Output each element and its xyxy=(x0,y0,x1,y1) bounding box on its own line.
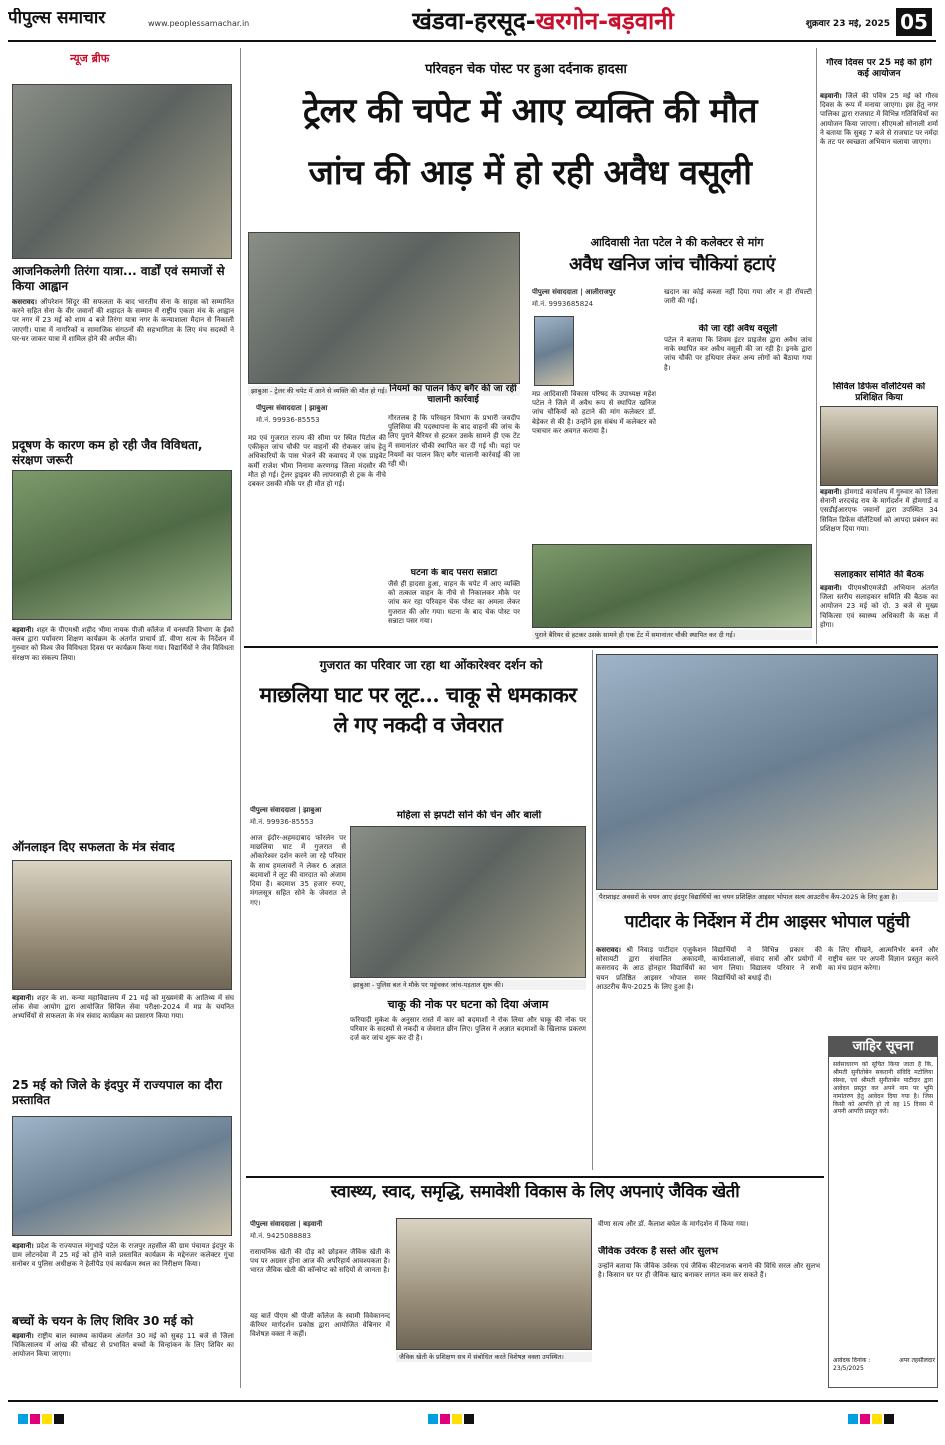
brief-headline-1: आजनिकलेगी तिरंगा यात्रा... वार्डों एवं समाजों से किया आह्वान xyxy=(12,264,225,293)
farming-top-rule xyxy=(246,1176,824,1178)
sidebar-place-3: बड़वानी। xyxy=(820,584,842,592)
lead-text-1: मप्र एवं गुजरात राज्य की सीमा पर स्थित पिटोल की एकीकृत जांच चौकी पर वाहनों की रोककर जांच हेतु अधिकारियों के पास भेजने की कवायद में एक प्राइवेट कर्मी राजेश भीमा निनामा करणगढ़ जिला मंदसौर की मौत हो गई। ट्रेलर ड्राइवर की लापरवाही से ट्रक के नीचे दबकर उसकी मौके पर ही मौत हो गई। xyxy=(248,434,386,489)
lead-text-2: गौरतलब है कि परिवहन विभाग के प्रभारी जवदीप पुलिसिया की पदस्थापना के बाद वाहनों की जांच के लिए पुराने बैरियर से हटकर उसके सामने ही एक टेंट में समानांतर चौकी स्थापित कर दी गई थी। यहां पर नियमों का पालन किए बगैर चालानी कार्रवाई की जा रही थी। xyxy=(388,414,520,469)
brief-body-5: राष्ट्रीय बाल स्वास्थ्य कार्यक्रम अंतर्गत 30 मई को सुबह 11 बजे से जिला चिकित्सालय में आंख की चौखट से प्रभावित बच्चों के चिन्हांकन के लिए शिविर का आयोजन किया जाएगा। xyxy=(12,1332,234,1359)
mining-text-3: पटेल ने बताया कि शिवम इंटर प्राइजेस द्वारा अवैध जांच नाके स्थापित कर अवैध वसूली की जा रही है। इनके द्वारा जांच चौकी पर हथियार लेकर अन्य लोगों को बैठाया गया है। xyxy=(664,336,812,372)
bottom-rule xyxy=(8,1400,938,1402)
edition-title xyxy=(328,6,758,36)
sidebar-headline-2: सिविल डिफेंस वॉलेंटियर्स को प्रशिक्षित किया xyxy=(832,382,926,404)
print-strip xyxy=(8,1400,938,1440)
notice-footer-right: अपर तहसीलदार xyxy=(899,1357,935,1364)
sidebar-text-3 xyxy=(820,584,938,640)
edition-title-red: खरगोन-बड़वानी xyxy=(535,7,674,35)
mining-photo xyxy=(532,544,812,628)
lead-headline-1: ट्रेलर की चपेट में आए व्यक्ति की मौत xyxy=(303,91,757,131)
farming-photo-caption: जैविक खेती के प्रशिक्षण सत्र में संबोधित करते विशेषज्ञ वक्ता उपस्थित। xyxy=(396,1352,592,1362)
robbery-headline: माछलिया घाट पर लूट... चाकू से धमकाकर ले गए नकदी व जेवरात xyxy=(259,682,577,738)
page-number: 05 xyxy=(896,8,932,36)
robbery-sub-kicker: महिला से झपटी सोने की चेन और बाली xyxy=(396,810,542,821)
sidebar-text-1 xyxy=(820,92,938,372)
masthead-url[interactable]: www.peoplessamachar.in xyxy=(148,19,250,28)
sidebar-body-2: होमगार्ड कार्यालय में गुरुवार को जिला सेनानी शरदचंद्र राय के मार्गदर्शन में होमगार्ड व एसडीईआरएफ जवानों द्वारा उपस्थित 34 सिविल डिफेंस वॉलेंटियर्स को आपदा प्रबंधन का प्रशिक्षण दिया गया। xyxy=(820,488,938,533)
edition-title-black: खंडवा-हरसूद- xyxy=(412,7,536,35)
mining-byline: पीपुल्स संवाददाता | आलीराजपुर xyxy=(532,288,616,296)
news-brief-tag: न्यूज ब्रीफ xyxy=(70,52,110,65)
lead-subhead-1: नियमों का पालन किए बगैर की जा रही चालानी कार्रवाई xyxy=(389,384,517,406)
farming-text-1: रासायनिक खेती की दौड़ को छोड़कर जैविक खेती के पथ पर अग्रसर होना आज की अपरिहार्य आवश्यकता है। भारत जैविक खेती की कॉन्सेप्ट को सदियों से जानता है। xyxy=(250,1248,390,1275)
brief-text-3 xyxy=(12,994,234,1078)
cmyk-marks-right xyxy=(848,1414,928,1426)
farming-byline: पीपुल्स संवाददाता | बड़वानी xyxy=(250,1220,323,1228)
sidebar-headline-3: सलाहकार समिति की बैठक xyxy=(834,570,924,580)
masthead-rule xyxy=(8,40,936,42)
mining-story xyxy=(526,232,814,644)
brief-body-3: शहर के शा. कन्या महाविद्यालय में 21 मई को मुख्यमंत्री के आतिथ्य में संघ लोक सेवा आयोग द्वारा आयोजित सिविल सेवा परीक्षा-2024 में मप्र के चयनित अभ्यर्थियों से सफलता के मंत्र संवाद कार्यक्रम का प्रसारण किया गया। xyxy=(12,994,234,1021)
brief-body-1: ऑपरेशन सिंदूर की सफलता के बाद भारतीय सेना के साहस को सम्मानित करने सहित सेना के वीर जवानों की शहादत के सम्मान में राष्ट्रीय एकता मंच के आह्वान पर नगर में 23 मई को शाम 4 बजे तिरंगा यात्रा नगर के कन्याशाला मैदान से निकाली जाएगी। यात्रा में नागरिकों व सामाजिक संगठनों की सहभागिता के लिए मंच सदस्यों ने घर-घर जाकर यात्रा में शामिल होने की अपील की। xyxy=(12,298,234,343)
robbery-subhead: चाकू की नोक पर घटना को दिया अंजाम xyxy=(387,998,549,1011)
mining-photo-caption: पुराने बैरियर से हटकर उसके सामने ही एक टेंट में समानांतर चौकी स्थापित कर दी गई। xyxy=(532,630,812,640)
farming-text-3: वीणा सत्य और डॉ. कैलाश बघेल के मार्गदर्शन में किया गया। xyxy=(598,1220,749,1228)
sidebar-body-3: पीएमश्रीएमजेडी अभियान अंतर्गत जिला स्तरीय सलाहकार समिति की बैठक का आयोजन 23 मई को दो. 3 बजे से मुख्य चिकित्सा एवं स्वास्थ्य अधिकारी के कक्ष में होगा। xyxy=(820,584,938,629)
robbery-text-2: फरियादी मुकेश के अनुसार रास्ते में कार को बदमाशों ने रोक लिया और चाकू की नोक पर परिवार के सदस्यों से नकदी व जेवरात छीन लिए। पुलिस ने अज्ञात बदमाशों के खिलाफ प्रकरण दर्ज कर जांच शुरू कर दी है। xyxy=(350,1016,586,1043)
farming-subhead: जैविक उर्वरक है सस्ते और सुलभ xyxy=(598,1246,719,1257)
lead-story xyxy=(246,48,814,644)
lead-headline-2: जांच की आड़ में हो रही अवैध वसूली xyxy=(308,153,752,193)
farming-headline: स्वास्थ्य, स्वाद, समृद्धि, समावेशी विकास के लिए अपनाएं जैविक खेती xyxy=(330,1182,740,1202)
lead-byline: पीपुल्स संवाददाता | झाबुआ xyxy=(256,404,328,412)
brief-place-1: कसरावद। xyxy=(12,298,38,306)
brief-headline-2: प्रदूषण के कारण कम हो रही जैव विविधता, संरक्षण जरूरी xyxy=(12,438,203,467)
brief-photo-3 xyxy=(12,860,232,990)
lead-photo xyxy=(248,232,520,384)
sidebar-place-2: बड़वानी। xyxy=(820,488,842,496)
brief-headline-3: ऑनलाइन दिए सफलता के मंत्र संवाद xyxy=(12,840,175,854)
cmyk-marks-center xyxy=(428,1414,508,1426)
sidebar-body-1: जिले की पवित्र 25 मई को गौरव दिवस के रूप में मनाया जाएगा। इस हेतु नगर पालिका द्वारा राजघाट में विभिन्न गतिविधियों का आयोजन किया जाएगा। सीएमओ सोनाली शर्मा ने बताया कि सुबह 7 बजे से राजघाट पर नर्मदा के तट पर स्वच्छता अभियान चलाया जाएगा। xyxy=(820,92,938,147)
robbery-photo xyxy=(350,826,586,978)
cmyk-marks-left xyxy=(18,1414,98,1426)
sidebar-text-2 xyxy=(820,488,938,568)
brief-text-1 xyxy=(12,298,234,436)
column-divider-left xyxy=(240,48,241,1388)
column-divider-right xyxy=(816,48,817,644)
isar-photo xyxy=(596,654,938,890)
brief-place-3: बड़वानी। xyxy=(12,994,34,1002)
isar-body-1: श्री निवाड़ पाटीदार एजुकेशन सोसायटी द्वारा संचालित अकादमी, कसरावद के आठ होनहार विद्यार्थियों का चयन प्रतिष्ठित आइसर भोपाल समर आउटरीच कैंप-2025 के लिए हुआ है। xyxy=(596,946,706,991)
notice-text: सर्वसाधारण को सूचित किया जाता है कि, श्रीमती सुनीतोबेन सकरानी संविदि मटोलिया संस्था, एवं श्रीमती सुनीताबेन पाटीदार द्वारा आवेदन प्रस्तुत कर अपने नाम पर भूमि नामांतरण हेतु आवेदन दिया गया है। जिस किसी को आपत्ति हो तो वह 15 दिवस में अपनी आपत्ति प्रस्तुत करें। xyxy=(833,1061,933,1116)
robbery-byline: पीपुल्स संवाददाता | झाबुआ xyxy=(250,806,322,814)
sidebar-headline-1: गौरव दिवस पर 25 मई को होंगे कई आयोजन xyxy=(826,58,932,80)
notice-footer-left: आवेदक दिनांक : 23/5/2025 xyxy=(833,1357,871,1372)
isar-text-3: के लिए सीखने, आत्मनिर्भर बनने और राष्ट्रीय स्तर पर अपनी विज्ञान प्रस्तुत करने का मंच प्रदान करेगा। xyxy=(828,946,938,973)
brief-photo-2 xyxy=(12,470,232,620)
public-notice xyxy=(828,1036,938,1388)
lead-photo-caption: झाबुआ - ट्रेलर की चपेट में आने से व्यक्ति की मौत हो गई। xyxy=(248,386,520,396)
mid-rule xyxy=(244,646,938,648)
isar-text-2: विद्यार्थियों ने विभिन्न प्रकार की कार्यशालाओं, संवाद सत्रों और प्रयोगों में भाग लिया। विद्यालय परिवार ने सभी विद्यार्थियों को बधाई दी। xyxy=(712,946,822,982)
lead-subhead-2: घटना के बाद पसरा सन्नाटा xyxy=(410,568,498,578)
farming-photo xyxy=(396,1218,592,1350)
brief-body-2: शहर के पीएमश्री शहीद भीमा नायक पीजी कॉलेज में वनस्पति विभाग के ईको क्लब द्वारा पर्यावरण शिक्षण कार्यक्रम के अंतर्गत प्राचार्य डॉ. वीणा सत्य के निर्देशन में गुरुवार को विश्व जैव विविधता दिवस पर कार्यक्रम किया गया। विद्यार्थियों ने जैव विविधता संरक्षण का संकल्प लिया। xyxy=(12,626,234,662)
isar-headline: पाटीदार के निर्देशन में टीम आइसर भोपाल पहुंची xyxy=(624,912,910,932)
robbery-text-1: आज इंदौर-अहमदाबाद फोरलेन पर माछलिया घाट में गुजरात से ओंकारेश्वर दर्शन करने जा रहे परिवार के साथ हमलावरों ने लेकर 6 अज्ञात बदमाशों ने लूट की वारदात को अंजाम दिया है। बदमाश 35 हजार रुपए, मंगलसूत्र सहित सोने के जेवरात ले गए। xyxy=(250,834,346,907)
robbery-story xyxy=(246,650,590,1170)
mining-text-2: खदान का कोई कब्जा नहीं दिया गया और न ही रॉयल्टी जारी की गई। xyxy=(664,288,812,306)
mining-kicker: आदिवासी नेता पटेल ने की कलेक्टर से मांग xyxy=(590,236,764,249)
brief-text-4 xyxy=(12,1242,234,1312)
brief-text-2 xyxy=(12,626,234,836)
column-divider-mid xyxy=(592,650,593,1170)
mining-portrait-photo xyxy=(534,316,574,386)
isar-text-1 xyxy=(596,946,706,1136)
brief-headline-5: बच्चों के चयन के लिए शिविर 30 मई को xyxy=(12,1314,194,1328)
robbery-mobile: मो.नं. 99936-85553 xyxy=(250,818,314,826)
news-brief-column xyxy=(8,48,236,1388)
mining-text-1: मप्र आदिवासी विकास परिषद के उपाध्यक्ष महेश पटेल ने जिले में अवैध रूप से स्थापित खनिज जांच चौकियों को हटाने की मांग कलेक्टर डॉ. बेड़ेकर से की है। उन्होंने इस संबंध में कलेक्टर को पत्राचार कर अवगत कराया है। xyxy=(532,390,656,435)
notice-title: जाहिर सूचना xyxy=(829,1037,937,1057)
sidebar-place-1: बड़वानी। xyxy=(820,92,842,100)
isar-photo-caption: पैराशाइट अवसरों के चयन आए इंदपुर विद्यार्थियों का चयन प्रशिक्षित आइसर भोपाल सत्य आउटरीच कैंप-2025 के लिए हुआ है। xyxy=(596,892,938,902)
farming-text-4: उन्होंने बताया कि जैविक उर्वरक एवं जैविक कीटनाशक बनाने की विधि सरल और सुलभ है। किसान घर पर ही जैविक खाद बनाकर लागत कम कर सकते हैं। xyxy=(598,1262,820,1280)
mining-mobile: मो.नं. 9993685824 xyxy=(532,300,594,308)
brief-body-4: प्रदेश के राज्यपाल मंगुभाई पटेल के राजपुर तहसील की ग्राम पंचायत इंदपुर के ग्राम लोटनदेवा में 25 मई को होने वाले प्रस्तावित कार्यक्रम के मद्देनजर कलेक्टर गुंचा सनोबर व पुलिस अधीक्षक ने हेलीपैड एवं कार्यक्रम स्थल का निरीक्षण किया। xyxy=(12,1242,234,1269)
brief-headline-4: 25 मई को जिले के इंदपुर में राज्यपाल का दौरा प्रस्तावित xyxy=(12,1078,222,1107)
farming-text-2: यह बातें पीएम श्री पीजी कॉलेज के स्वामी विवेकानन्द कॅरियर मार्गदर्शन प्रकोष्ठ द्वारा आयोजित वेबिनार में विशेषज्ञ वक्ता ने कहीं। xyxy=(250,1312,390,1339)
robbery-photo-caption: झाबुआ - पुलिस बल ने मौके पर पहुंचकर जांच-पड़ताल शुरू की। xyxy=(350,980,586,990)
masthead-logo: पीपुल्स समाचार xyxy=(8,8,106,28)
issue-date: शुक्रवार 23 मई, 2025 xyxy=(805,19,890,29)
sidebar-photo xyxy=(820,406,938,486)
brief-place-4: बड़वानी। xyxy=(12,1242,34,1250)
brief-place-2: बड़वानी। xyxy=(12,626,34,634)
brief-place-5: बड़वानी। xyxy=(12,1332,34,1340)
robbery-kicker: गुजरात का परिवार जा रहा था ओंकारेश्वर दर्शन को xyxy=(319,658,543,672)
brief-photo-1 xyxy=(12,84,232,259)
lead-kicker: परिवहन चेक पोस्ट पर हुआ दर्दनाक हादसा xyxy=(425,62,627,77)
brief-text-5 xyxy=(12,1332,234,1384)
isar-place: कसरावद। xyxy=(596,946,622,954)
brief-photo-4 xyxy=(12,1116,232,1236)
mining-subhead: की जा रही अवैध वसूली xyxy=(698,324,778,334)
farming-story xyxy=(246,1176,824,1388)
lead-text-3: जैसे ही हादसा हुआ, वाहन के चपेट में आए व्यक्ति को तत्काल वाहन के नीचे से निकालकर मौके पर जांच कर रहा परिवहन चेक पोस्ट का अमला लेकर गुजरात की ओर गया। घटना के बाद चेक पोस्ट पर सन्नाटा पसर गया। xyxy=(388,580,520,625)
farming-mobile: मो.नं. 9425088883 xyxy=(250,1232,312,1240)
mining-headline: अवैध खनिज जांच चौकियां हटाएं xyxy=(568,254,775,275)
masthead xyxy=(8,6,938,38)
right-sidebar xyxy=(820,52,938,642)
lead-mobile: मो.नं. 99936-85553 xyxy=(256,416,320,424)
